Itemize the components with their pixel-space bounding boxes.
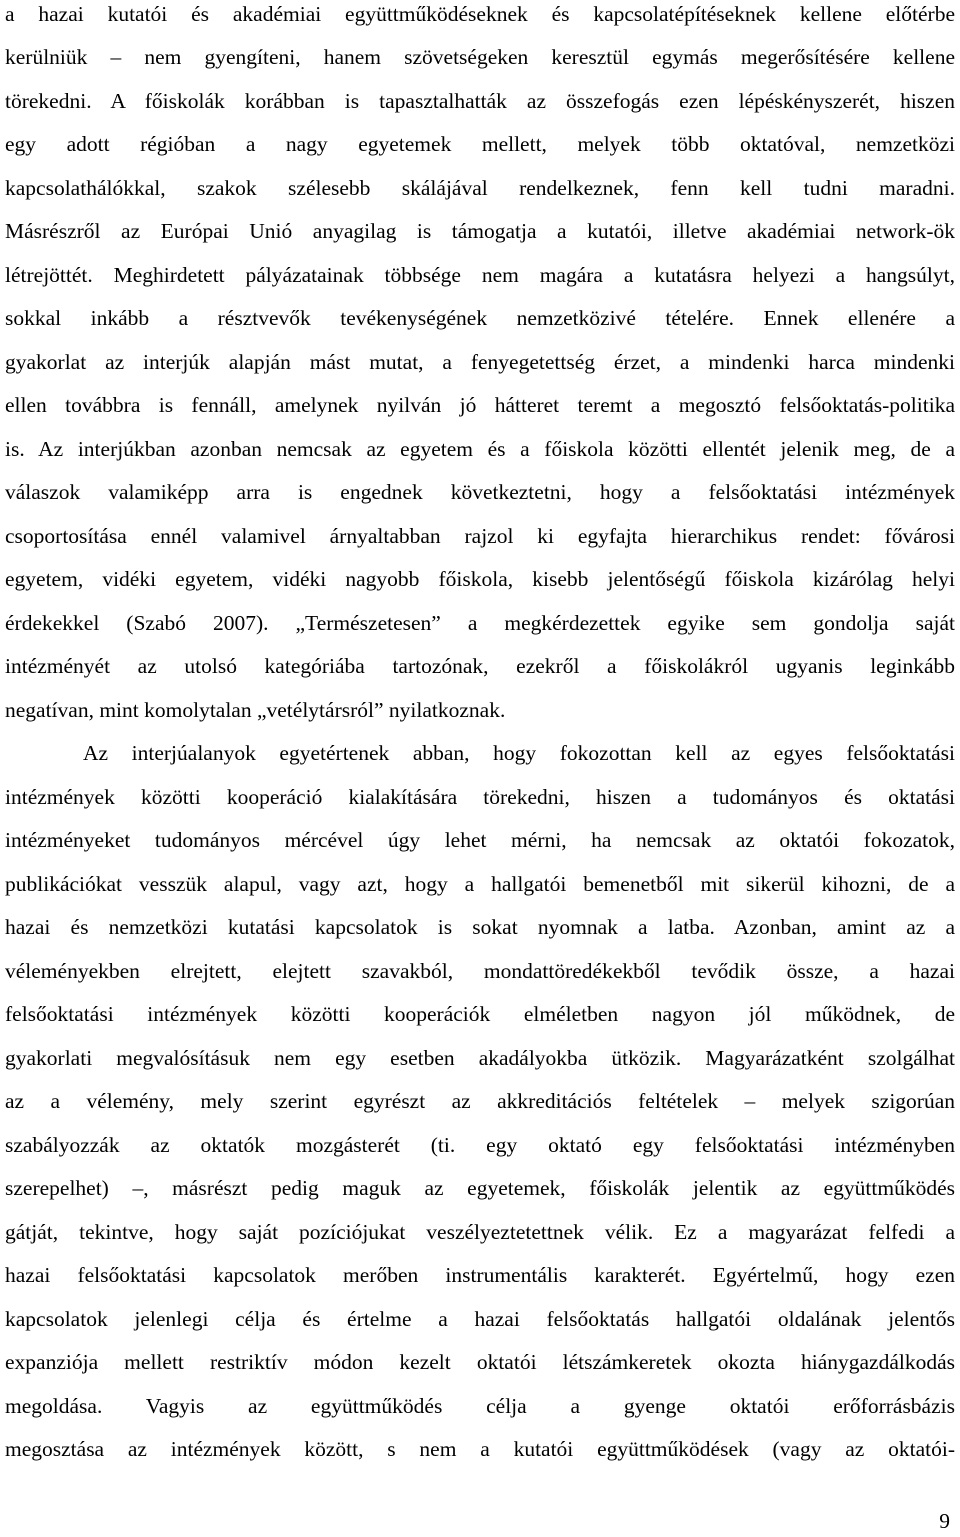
page-number: 9: [939, 1509, 950, 1533]
text-line: szerepelhet) –, másrészt pedig maguk az egyetemek, főiskolák jelentik az együttműködés: [5, 1176, 955, 1200]
text-line: hazai felsőoktatási kapcsolatok merőben instrumentális karakterét. Egyértelmű, hogy ezen: [5, 1263, 955, 1287]
text-line: gyakorlat az interjúk alapján mást mutat, a fenyegetettség érzet, a mindenki harca mindenki: [5, 350, 955, 374]
text-line: törekedni. A főiskolák korábban is tapasztalhatták az összefogás ezen lépéskényszerét, hiszen: [5, 89, 955, 113]
text-line: kapcsolathálókkal, szakok szélesebb skálájával rendelkeznek, fenn kell tudni maradni.: [5, 176, 955, 200]
text-line: az a vélemény, mely szerint egyrészt az akkreditációs feltételek – melyek szigorúan: [5, 1089, 955, 1113]
text-line: gátját, tekintve, hogy saját pozíciójukat veszélyeztetettnek vélik. Ez a magyarázat felfedi a: [5, 1220, 955, 1244]
text-line: válaszok valamiképp arra is engednek következtetni, hogy a felsőoktatási intézmények: [5, 480, 955, 504]
text-line: hazai és nemzetközi kutatási kapcsolatok is sokat nyomnak a latba. Azonban, amint az a: [5, 915, 955, 939]
text-line: megoldása. Vagyis az együttműködés célja a gyenge oktatói erőforrásbázis: [5, 1394, 955, 1418]
text-line: ellen továbbra is fennáll, amelynek nyilván jó hátteret teremt a megosztó felsőoktatás-politika: [5, 393, 955, 417]
text-line: gyakorlati megvalósításuk nem egy esetben akadályokba ütközik. Magyarázatként szolgálhat: [5, 1046, 955, 1070]
text-line: megosztása az intézmények között, s nem a kutatói együttműködések (vagy az oktatói-: [5, 1437, 955, 1461]
text-line: intézményeket tudományos mércével úgy lehet mérni, ha nemcsak az oktatói fokozatok,: [5, 828, 955, 852]
text-line: publikációkat vesszük alapul, vagy azt, hogy a hallgatói bemenetből mit sikerül kihozni, de a: [5, 872, 955, 896]
text-line: Az interjúalanyok egyetértenek abban, hogy fokozottan kell az egyes felsőoktatási: [83, 741, 955, 765]
text-line: intézmények közötti kooperáció kialakítására törekedni, hiszen a tudományos és oktatási: [5, 785, 955, 809]
text-line: felsőoktatási intézmények közötti kooperációk elméletben nagyon jól működnek, de: [5, 1002, 955, 1026]
text-line: sokkal inkább a résztvevők tevékenységének nemzetközivé tételére. Ennek ellenére a: [5, 306, 955, 330]
text-line: kerülniük – nem gyengíteni, hanem szövetségeken keresztül egymás megerősítésére kellene: [5, 45, 955, 69]
text-line: egy adott régióban a nagy egyetemek mellett, melyek több oktatóval, nemzetközi: [5, 132, 955, 156]
text-line: expanziója mellett restriktív módon kezelt oktatói létszámkeretek okozta hiánygazdálkodás: [5, 1350, 955, 1374]
text-line: is. Az interjúkban azonban nemcsak az egyetem és a főiskola közötti ellentét jelenik meg, de a: [5, 437, 955, 461]
text-line: csoportosítása ennél valamivel árnyaltabban rajzol ki egyfajta hierarchikus rendet: fővárosi: [5, 524, 955, 548]
text-line: negatívan, mint komolytalan „vetélytársról” nyilatkoznak.: [5, 698, 506, 722]
text-line: Másrészről az Európai Unió anyagilag is támogatja a kutatói, illetve akadémiai network-ök: [5, 219, 955, 243]
text-line: létrejöttét. Meghirdetett pályázatainak többsége nem magára a kutatásra helyezi a hangsúlyt,: [5, 263, 955, 287]
text-line: a hazai kutatói és akadémiai együttműködéseknek és kapcsolatépítéseknek kellene előtérbe: [5, 2, 955, 26]
text-line: intézményét az utolsó kategóriába tartozónak, ezekről a főiskolákról ugyanis leginkább: [5, 654, 955, 678]
text-line: érdekekkel (Szabó 2007). „Természetesen” a megkérdezettek egyike sem gondolja saját: [5, 611, 955, 635]
text-line: véleményekben elrejtett, elejtett szavakból, mondattöredékekből tevődik össze, a hazai: [5, 959, 955, 983]
text-line: egyetem, vidéki egyetem, vidéki nagyobb főiskola, kisebb jelentőségű főiskola kizárólag helyi: [5, 567, 955, 591]
text-line: kapcsolatok jelenlegi célja és értelme a hazai felsőoktatás hallgatói oldalának jelentős: [5, 1307, 955, 1331]
text-line: szabályozzák az oktatók mozgásterét (ti. egy oktató egy felsőoktatási intézményben: [5, 1133, 955, 1157]
